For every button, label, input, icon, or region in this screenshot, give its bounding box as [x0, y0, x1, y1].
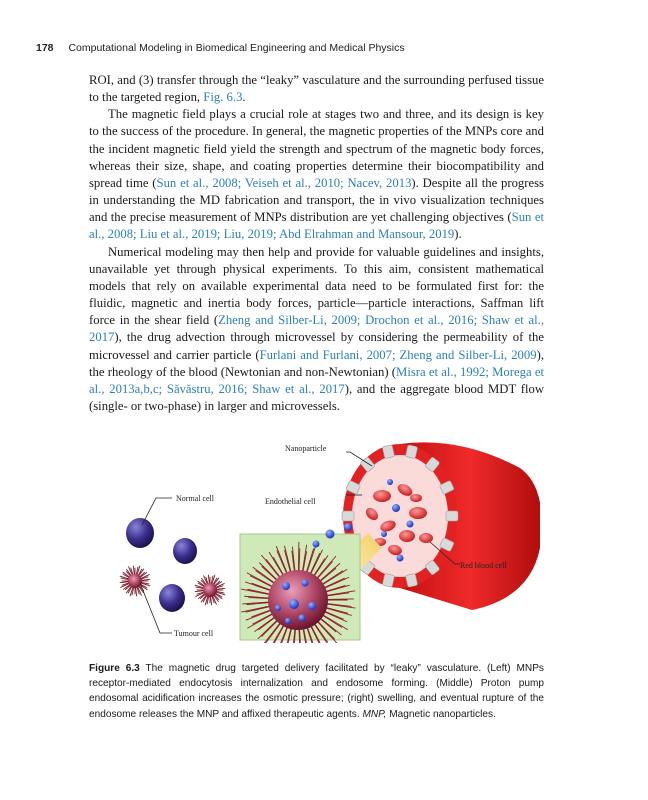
label-normal-cell: Normal cell: [176, 494, 214, 503]
caption-label: Figure 6.3: [89, 663, 140, 674]
citation-link[interactable]: Zheng and Silber-Li, 2009; Drochon et al., 2016; Shaw et al., 2017: [89, 313, 544, 345]
endothelial-cell: [342, 511, 354, 521]
paragraph-text: ), the rheology of the blood (Newtonian and non-Newtonian) (: [89, 347, 544, 379]
figure-illustration: [100, 438, 540, 643]
paragraph: [89, 106, 544, 243]
normal-cells: [126, 518, 197, 612]
paragraph-text: ).: [454, 227, 462, 242]
page-number: 178: [36, 42, 54, 54]
label-red-blood-cell: Red blood cell: [460, 561, 507, 570]
body-text: [89, 72, 544, 415]
paragraph-text: .: [242, 90, 246, 105]
paragraph-text: The magnetic field plays a crucial role at stages two and three, and its design is key to the success of the procedure. In general, the magnetic properties of the MNPs core and the incident magnetic field yield the strength and spectrum of the magnetic body forces, whereas their size, shape, and coating properties determine their biocompatibility and spread time (: [89, 107, 544, 190]
running-header: [36, 42, 616, 54]
figure-caption: [89, 661, 544, 722]
citation-link[interactable]: Misra et al., 1992; Morega et al., 2013a,b,c; Săvăstru, 2016; Shaw et al., 2017: [89, 364, 544, 396]
paragraph-text: Numerical modeling may then help and provide for valuable guidelines and insights, unavailable yet through physical experiments. To this aim, consistent mathematical models that rely on available experimental data need to be formulated first for: the fluidic, magnetic and inertia body forces, particle—particle interactions, Saffman lift force in the shear field (: [89, 244, 544, 328]
running-title: Computational Modeling in Biomedical Engineering and Medical Physics: [68, 42, 405, 54]
paragraph-text: ), and the aggregate blood MDT flow (single- or two-phase) in larger and microvessels.: [89, 381, 544, 413]
citation-link[interactable]: Fig. 6.3: [203, 90, 243, 105]
blood-vessel: [342, 442, 540, 610]
caption-abbrev: MNP,: [362, 708, 387, 720]
caption-text: The magnetic drug targeted delivery facilitated by “leaky” vasculature. (Left) MNPs receptor-mediated endocytosis internalization and endosome forming. (Middle) Proton pump endosomal acidification increases the osmotic pressure; (right) swelling, and eventual rupture of the endosome releases the MNP and affixed therapeutic agents.: [89, 663, 544, 720]
endothelial-cell: [446, 511, 458, 521]
label-endothelial-cell: Endothelial cell: [265, 497, 316, 506]
citation-link[interactable]: Sun et al., 2008; Liu et al., 2019; Liu, 2019; Abd Elrahman and Mansour, 2019: [89, 210, 545, 242]
paragraph-text: ). Despite all the progress in understanding the MD fabrication and transport, the in vivo visualization techniques and the precise measurement of MNPs distribution are yet challenging objectives (: [89, 175, 544, 225]
label-tumour-cell: Tumour cell: [174, 629, 214, 638]
label-nanoparticle: Nanoparticle: [285, 444, 327, 453]
figure-6-3: [100, 438, 540, 643]
citation-link[interactable]: Furlani and Furlani, 2007; Zheng and Silber-Li, 2009: [259, 347, 537, 362]
paragraph: [89, 72, 544, 106]
caption-abbrev-def: Magnetic nanoparticles.: [386, 708, 496, 720]
paragraph-text: ), the drug advection through microvessel by considering the permeability of the microvessel and carrier particle (: [89, 330, 544, 362]
paragraph: [89, 244, 544, 416]
citation-link[interactable]: Sun et al., 2008; Veiseh et al., 2010; Nacev, 2013: [156, 175, 412, 190]
paragraph-text: ROI, and (3) transfer through the “leaky” vasculature and the surrounding perfused tissue to the targeted region,: [89, 73, 544, 105]
